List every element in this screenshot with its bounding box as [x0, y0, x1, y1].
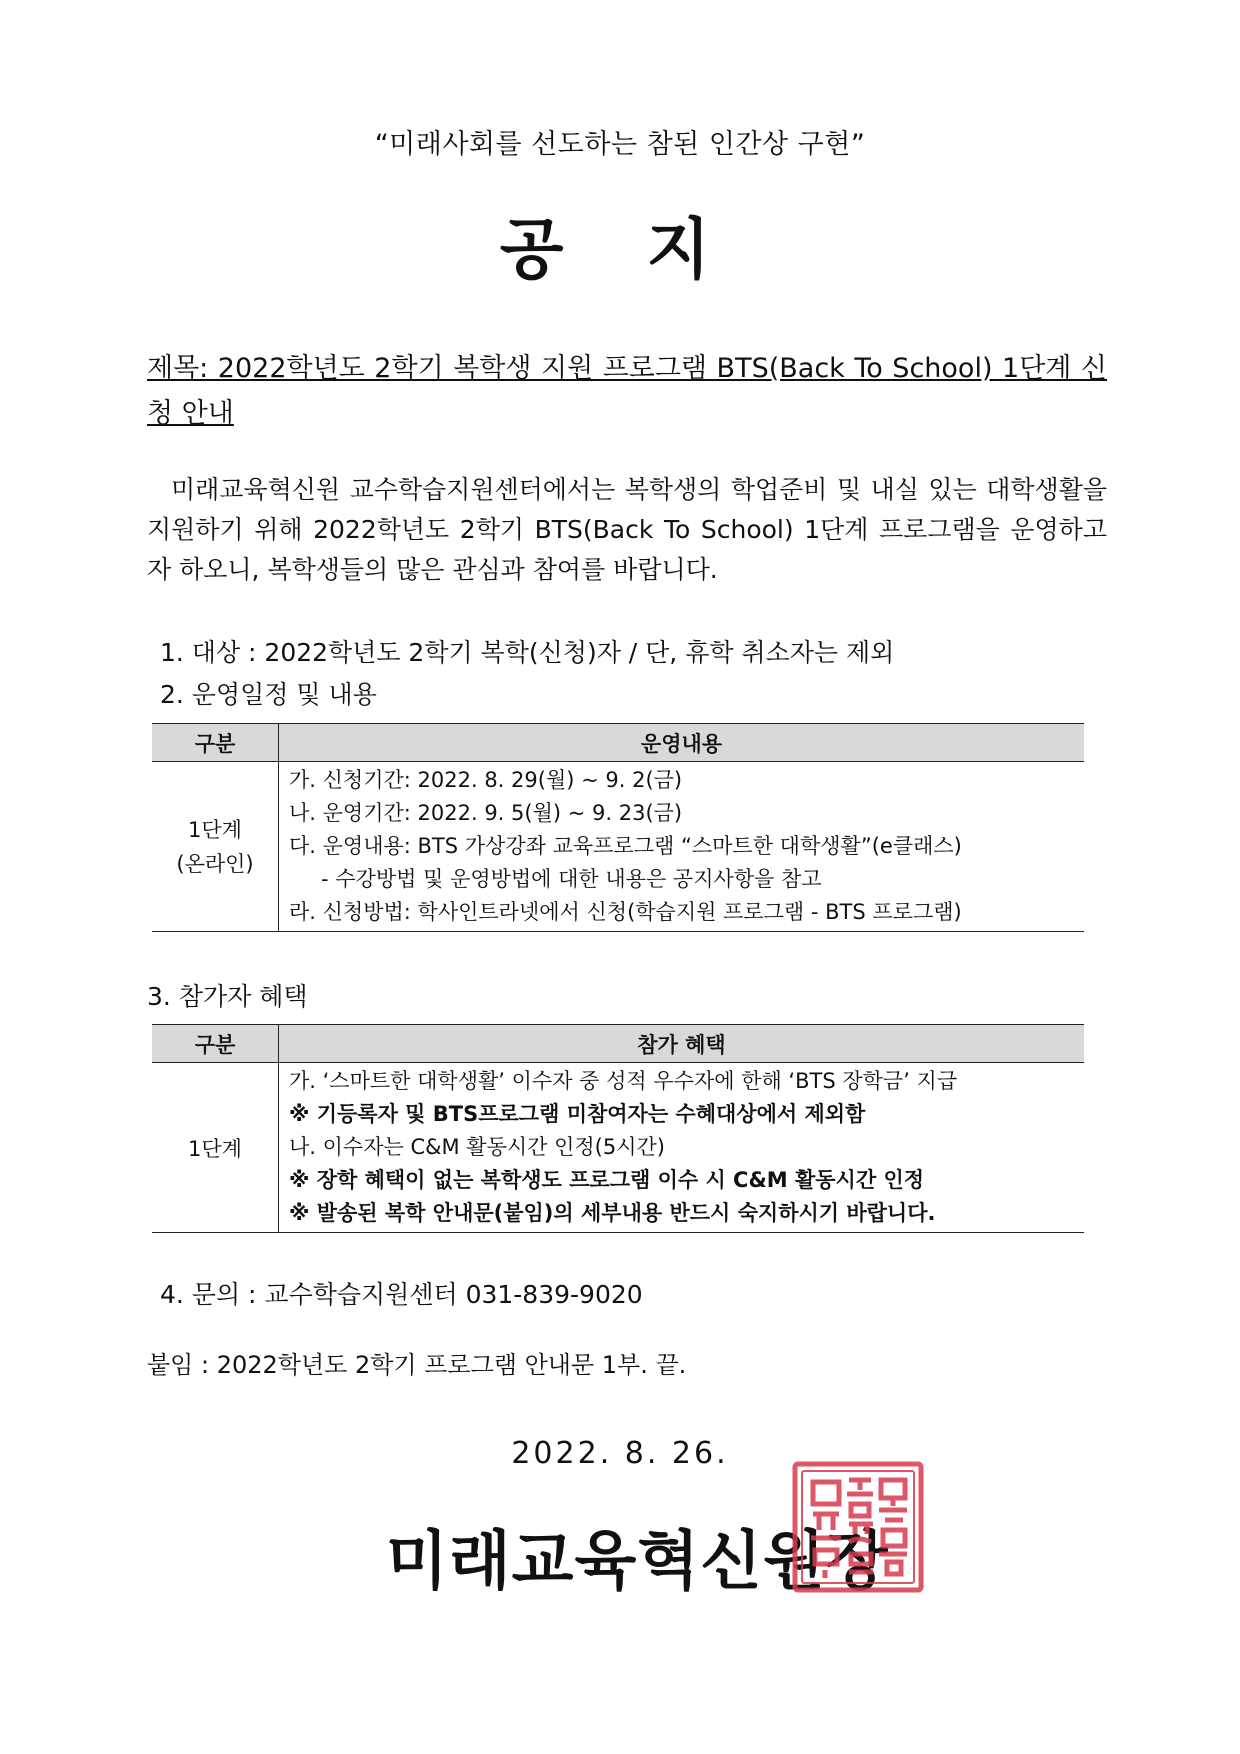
- stage-cell: [152, 762, 279, 932]
- table-header-cell: 참가 혜택: [279, 1025, 1085, 1063]
- stage-cell: 1단계: [152, 1063, 279, 1233]
- content-line: 다. 운영내용: BTS 가상강좌 교육프로그램 “스마트한 대학생활”(e클래스): [289, 834, 962, 858]
- table-header-cell: 운영내용: [279, 724, 1085, 762]
- note-line: ※ 장학 혜택이 없는 복학생도 프로그램 이수 시 C&M 활동시간 인정: [289, 1168, 925, 1192]
- item-target: 1. 대상 : 2022학년도 2학기 복학(신청)자 / 단, 휴학 취소자는 제외: [160, 638, 895, 667]
- content-cell: [279, 1063, 1085, 1233]
- note-line: ※ 기등록자 및 BTS프로그램 미참여자는 수혜대상에서 제외함: [289, 1102, 866, 1126]
- motto: “미래사회를 선도하는 참된 인간상 구현”: [374, 129, 866, 160]
- content-line: 가. ‘스마트한 대학생활’ 이수자 중 성적 우수자에 한해 ‘BTS 장학금’ 지급: [289, 1069, 958, 1093]
- official-seal: [789, 1458, 927, 1596]
- stage-label: 1단계: [188, 817, 242, 842]
- attachment-note: 붙임 : 2022학년도 2학기 프로그램 안내문 1부. 끝.: [147, 1351, 687, 1379]
- content-line: 나. 이수자는 C&M 활동시간 인정(5시간): [289, 1135, 665, 1159]
- content-line: 나. 운영기간: 2022. 9. 5(월) ~ 9. 23(금): [289, 801, 683, 825]
- table-row: [152, 762, 1084, 932]
- item-benefits: 3. 참가자 혜택: [147, 982, 308, 1011]
- table-header-row: [152, 1025, 1084, 1063]
- benefit-table: [152, 1024, 1084, 1233]
- stage-sublabel: (온라인): [176, 851, 254, 876]
- subject-heading: 제목: 2022학년도 2학기 복학생 지원 프로그램 BTS(Back To School) 1단계 신청 안내: [147, 353, 1107, 429]
- table-header-row: [152, 724, 1084, 762]
- note-line: ※ 발송된 복학 안내문(붙임)의 세부내용 반드시 숙지하시기 바랍니다.: [289, 1201, 936, 1225]
- content-cell: [279, 762, 1085, 932]
- item-schedule: 2. 운영일정 및 내용: [160, 680, 377, 709]
- content-line: 가. 신청기간: 2022. 8. 29(월) ~ 9. 2(금): [289, 768, 683, 792]
- table-header-cell: 구분: [152, 724, 279, 762]
- issuer-signature: 미래교육혁신원장: [386, 1525, 889, 1599]
- content-line: 라. 신청방법: 학사인트라넷에서 신청(학습지원 프로그램 - BTS 프로그램): [289, 900, 962, 924]
- schedule-table: [152, 723, 1084, 932]
- intro-paragraph: [147, 470, 1107, 590]
- table-row: [152, 1063, 1084, 1233]
- table-header-cell: 구분: [152, 1025, 279, 1063]
- page-title: 공 지: [499, 211, 741, 288]
- intro-text: 미래교육혁신원 교수학습지원센터에서는 복학생의 학업준비 및 내실 있는 대학생활을 지원하기 위해 2022학년도 2학기 BTS(Back To School) 1단계 프로그램을 운영하고자 하오니, 복학생들의 많은 관심과 참여를 바랍니다.: [147, 475, 1107, 584]
- issue-date: 2022. 8. 26.: [511, 1436, 729, 1471]
- item-contact: 4. 문의 : 교수학습지원센터 031-839-9020: [160, 1280, 643, 1309]
- content-line: - 수강방법 및 운영방법에 대한 내용은 공지사항을 참고: [321, 867, 822, 891]
